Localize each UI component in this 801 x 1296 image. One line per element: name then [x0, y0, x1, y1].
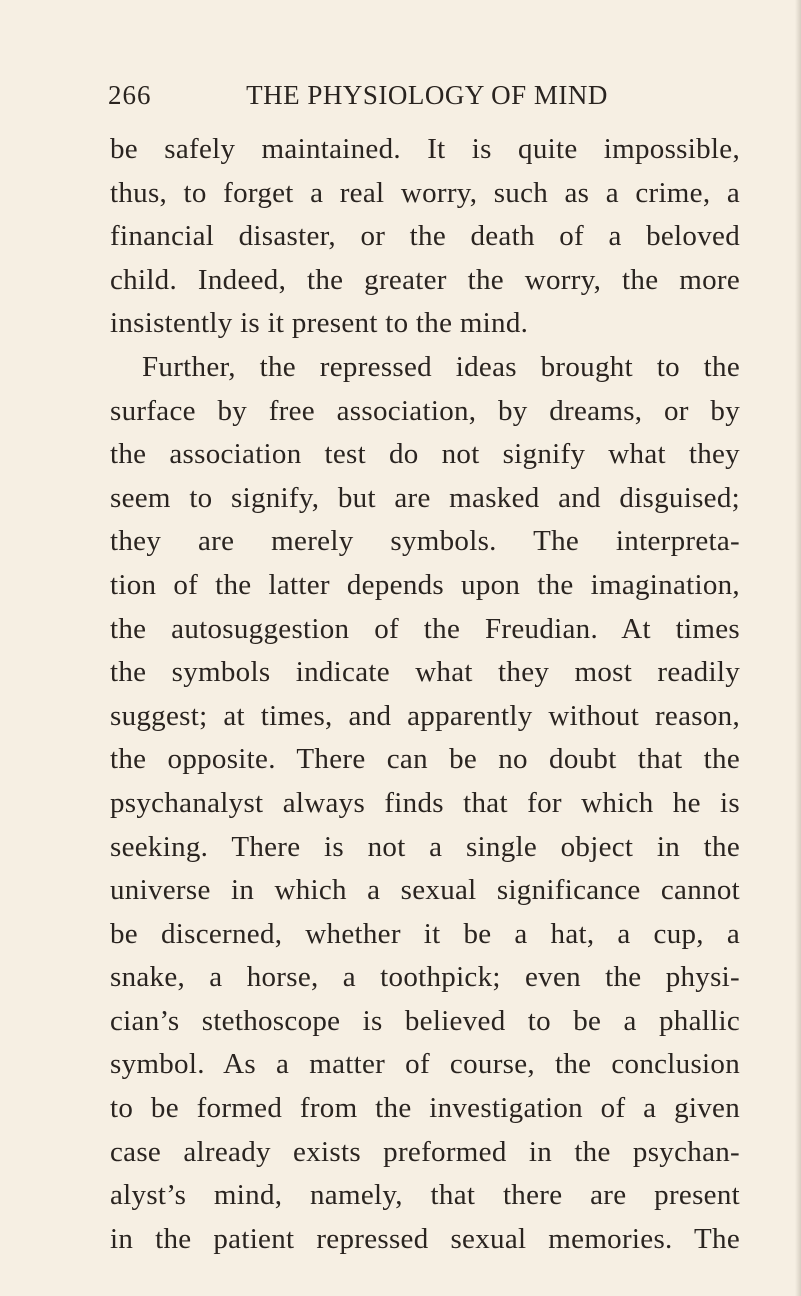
text-line: the symbols indicate what they most readily [110, 656, 740, 689]
text-line: cian’s stethoscope is believed to be a phallic [110, 1004, 740, 1037]
text-line: surface by free association, by dreams, or by [110, 394, 740, 427]
text-line: tion of the latter depends upon the imagination, [110, 568, 740, 601]
text-line: child. Indeed, the greater the worry, the more [110, 263, 740, 296]
text-line: they are merely symbols. The interpreta- [110, 525, 740, 558]
text-line: universe in which a sexual significance cannot [110, 874, 740, 907]
text-line: be discerned, whether it be a hat, a cup, a [110, 917, 740, 950]
text-line: alyst’s mind, namely, that there are present [110, 1179, 740, 1212]
text-line: the opposite. There can be no doubt that the [110, 743, 740, 776]
text-line: financial disaster, or the death of a beloved [110, 220, 740, 253]
body-text [110, 128, 740, 1261]
page-number: 266 [108, 80, 152, 110]
text-line: be safely maintained. It is quite impossible, [110, 133, 740, 165]
text-line: thus, to forget a real worry, such as a crime, a [110, 176, 740, 209]
text-line: symbol. As a matter of course, the conclusion [110, 1048, 740, 1081]
text-line: suggest; at times, and apparently without reason, [110, 699, 740, 732]
running-head: THE PHYSIOLOGY OF MIND [246, 80, 608, 110]
text-line: the association test do not signify what they [110, 438, 740, 471]
text-line: seem to signify, but are masked and disguised; [110, 481, 740, 514]
text-line: snake, a horse, a toothpick; even the physi- [110, 961, 740, 994]
text-line: the autosuggestion of the Freudian. At times [110, 612, 740, 645]
text-line: insistently is it present to the mind. [110, 307, 529, 340]
text-line: psychanalyst always finds that for which he is [110, 786, 740, 819]
text-line: seeking. There is not a single object in the [110, 830, 740, 863]
page-header [108, 80, 738, 120]
text-line: Further, the repressed ideas brought to the [142, 350, 740, 383]
text-line: to be formed from the investigation of a given [110, 1092, 740, 1125]
text-line: in the patient repressed sexual memories. The [110, 1222, 740, 1255]
page-edge-shadow [795, 0, 801, 1296]
text-line: case already exists preformed in the psychan- [110, 1135, 740, 1168]
